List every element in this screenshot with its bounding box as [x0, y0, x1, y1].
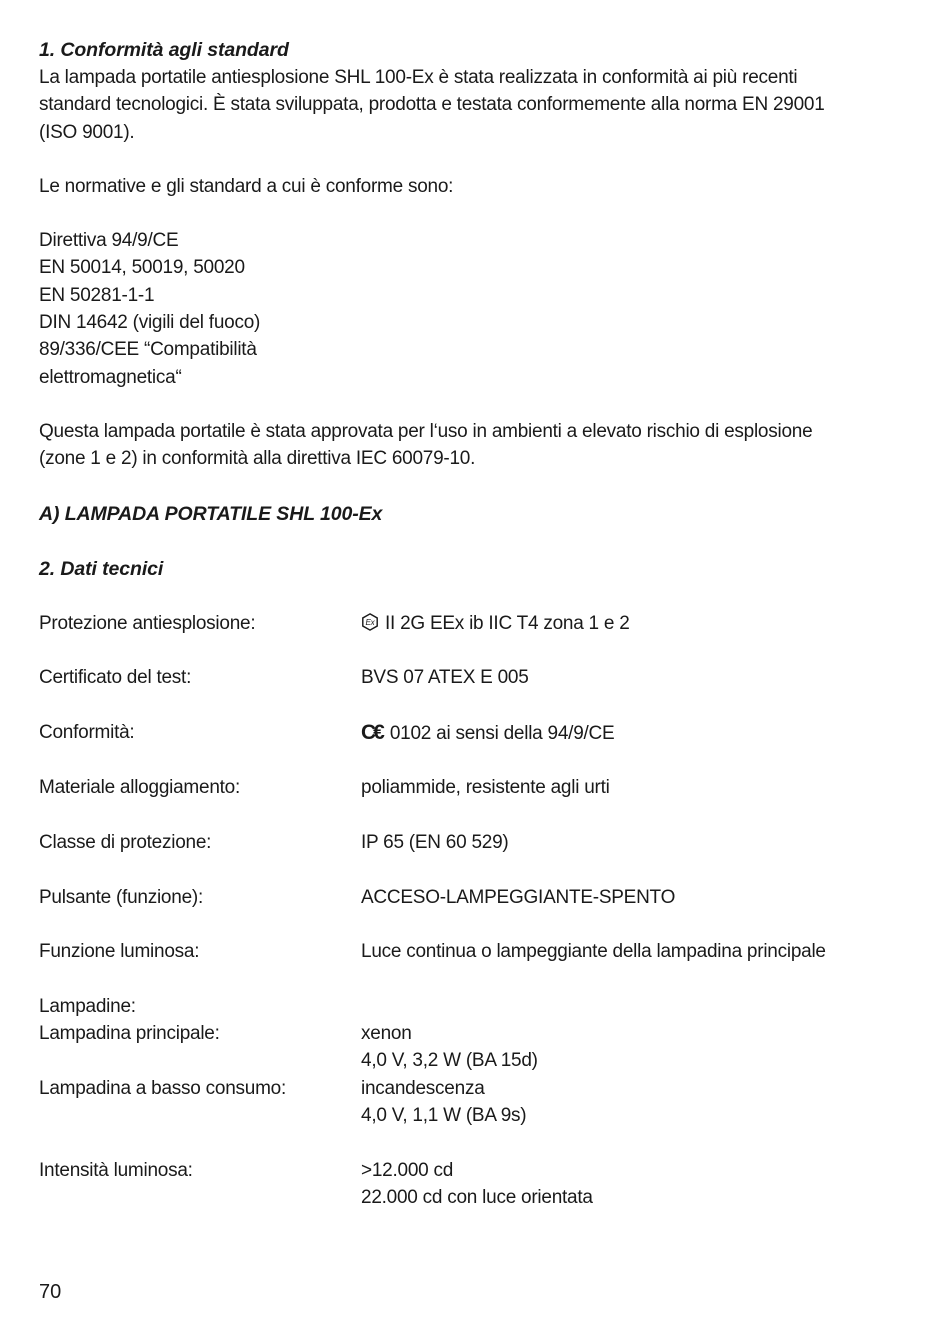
spec-row-low-lamp-rating	[39, 1102, 919, 1129]
spec-row-light-intensity-oriented	[39, 1184, 919, 1211]
spec-row-main-lamp-rating	[39, 1047, 919, 1074]
norm-item: elettromagnetica“	[39, 366, 182, 388]
section1-intro-line: standard tecnologici. È stata sviluppata, prodotta e testata conformemente alla norma EN 29001	[39, 94, 825, 116]
spec-value: >12.000 cd	[361, 1159, 454, 1181]
ce-mark: C€	[361, 720, 382, 744]
spec-value: 0102 ai sensi della 94/9/CE	[389, 722, 615, 744]
ex-hexagon-icon	[361, 613, 379, 631]
spec-value: IP 65 (EN 60 529)	[361, 831, 509, 853]
norm-item: Direttiva 94/9/CE	[39, 230, 179, 252]
spec-row-button-function	[39, 884, 919, 911]
spec-row-low-lamp	[39, 1075, 919, 1102]
norms-intro: Le normative e gli standard a cui è conforme sono:	[39, 175, 454, 197]
norm-item: DIN 14642 (vigili del fuoco)	[39, 312, 261, 334]
spec-row-light-intensity	[39, 1157, 919, 1184]
spec-value: ACCESO-LAMPEGGIANTE-SPENTO	[361, 886, 676, 908]
spec-label: Lampadina a basso consumo:	[39, 1077, 286, 1099]
spec-row-lamps	[39, 993, 919, 1020]
spec-value: xenon	[361, 1023, 412, 1045]
spec-label: Lampadine:	[39, 995, 136, 1017]
spec-row-test-certificate	[39, 664, 919, 691]
norm-item: EN 50014, 50019, 50020	[39, 257, 245, 279]
spec-row-conformity	[39, 719, 919, 747]
spec-value: 4,0 V, 1,1 W (BA 9s)	[361, 1104, 527, 1126]
document-page	[39, 36, 919, 1211]
section1-intro-line: La lampada portatile antiesplosione SHL 100-Ex è stata realizzata in conformità ai più recenti	[39, 67, 798, 88]
section-a-heading: A) LAMPADA PORTATILE SHL 100-Ex	[39, 502, 383, 525]
spec-row-light-function	[39, 938, 919, 965]
spec-label: Materiale alloggiamento:	[39, 777, 241, 799]
spec-value: poliammide, resistente agli urti	[361, 777, 610, 799]
spec-value: 4,0 V, 3,2 W (BA 15d)	[361, 1050, 538, 1072]
norm-item: EN 50281-1-1	[39, 284, 155, 306]
spec-row-protection-class	[39, 829, 919, 856]
spec-label: Intensità luminosa:	[39, 1159, 193, 1181]
spec-label: Lampadina principale:	[39, 1023, 220, 1045]
spec-label: Funzione luminosa:	[39, 941, 200, 963]
section2-heading: 2. Dati tecnici	[39, 557, 164, 580]
spec-value: incandescenza	[361, 1077, 485, 1099]
spec-label: Certificato del test:	[39, 667, 192, 689]
spec-label: Classe di protezione:	[39, 831, 212, 853]
page-number: 70	[39, 1281, 62, 1303]
spec-label: Protezione antiesplosione:	[39, 612, 256, 634]
spec-value: Luce continua o lampeggiante della lampadina principale	[361, 941, 826, 963]
norm-item: 89/336/CEE “Compatibilità	[39, 339, 257, 361]
spec-label: Conformità:	[39, 721, 135, 743]
spec-label: Pulsante (funzione):	[39, 886, 203, 908]
approval-line: (zone 1 e 2) in conformità alla direttiva IEC 60079-10.	[39, 448, 476, 470]
spec-row-housing-material	[39, 774, 919, 801]
spec-value: II 2G EEx ib IIC T4 zona 1 e 2	[385, 612, 630, 634]
approval-line: Questa lampada portatile è stata approvata per l‘uso in ambienti a elevato rischio di esplosione	[39, 420, 813, 442]
section1-intro-line: (ISO 9001).	[39, 121, 135, 143]
spec-row-explosion-protection	[39, 610, 919, 637]
svg-text:Ex: Ex	[365, 617, 375, 627]
spec-value: BVS 07 ATEX E 005	[361, 667, 529, 689]
section1-heading: 1. Conformità agli standard	[39, 39, 289, 61]
spec-row-main-lamp	[39, 1020, 919, 1047]
spec-value: 22.000 cd con luce orientata	[361, 1186, 593, 1208]
